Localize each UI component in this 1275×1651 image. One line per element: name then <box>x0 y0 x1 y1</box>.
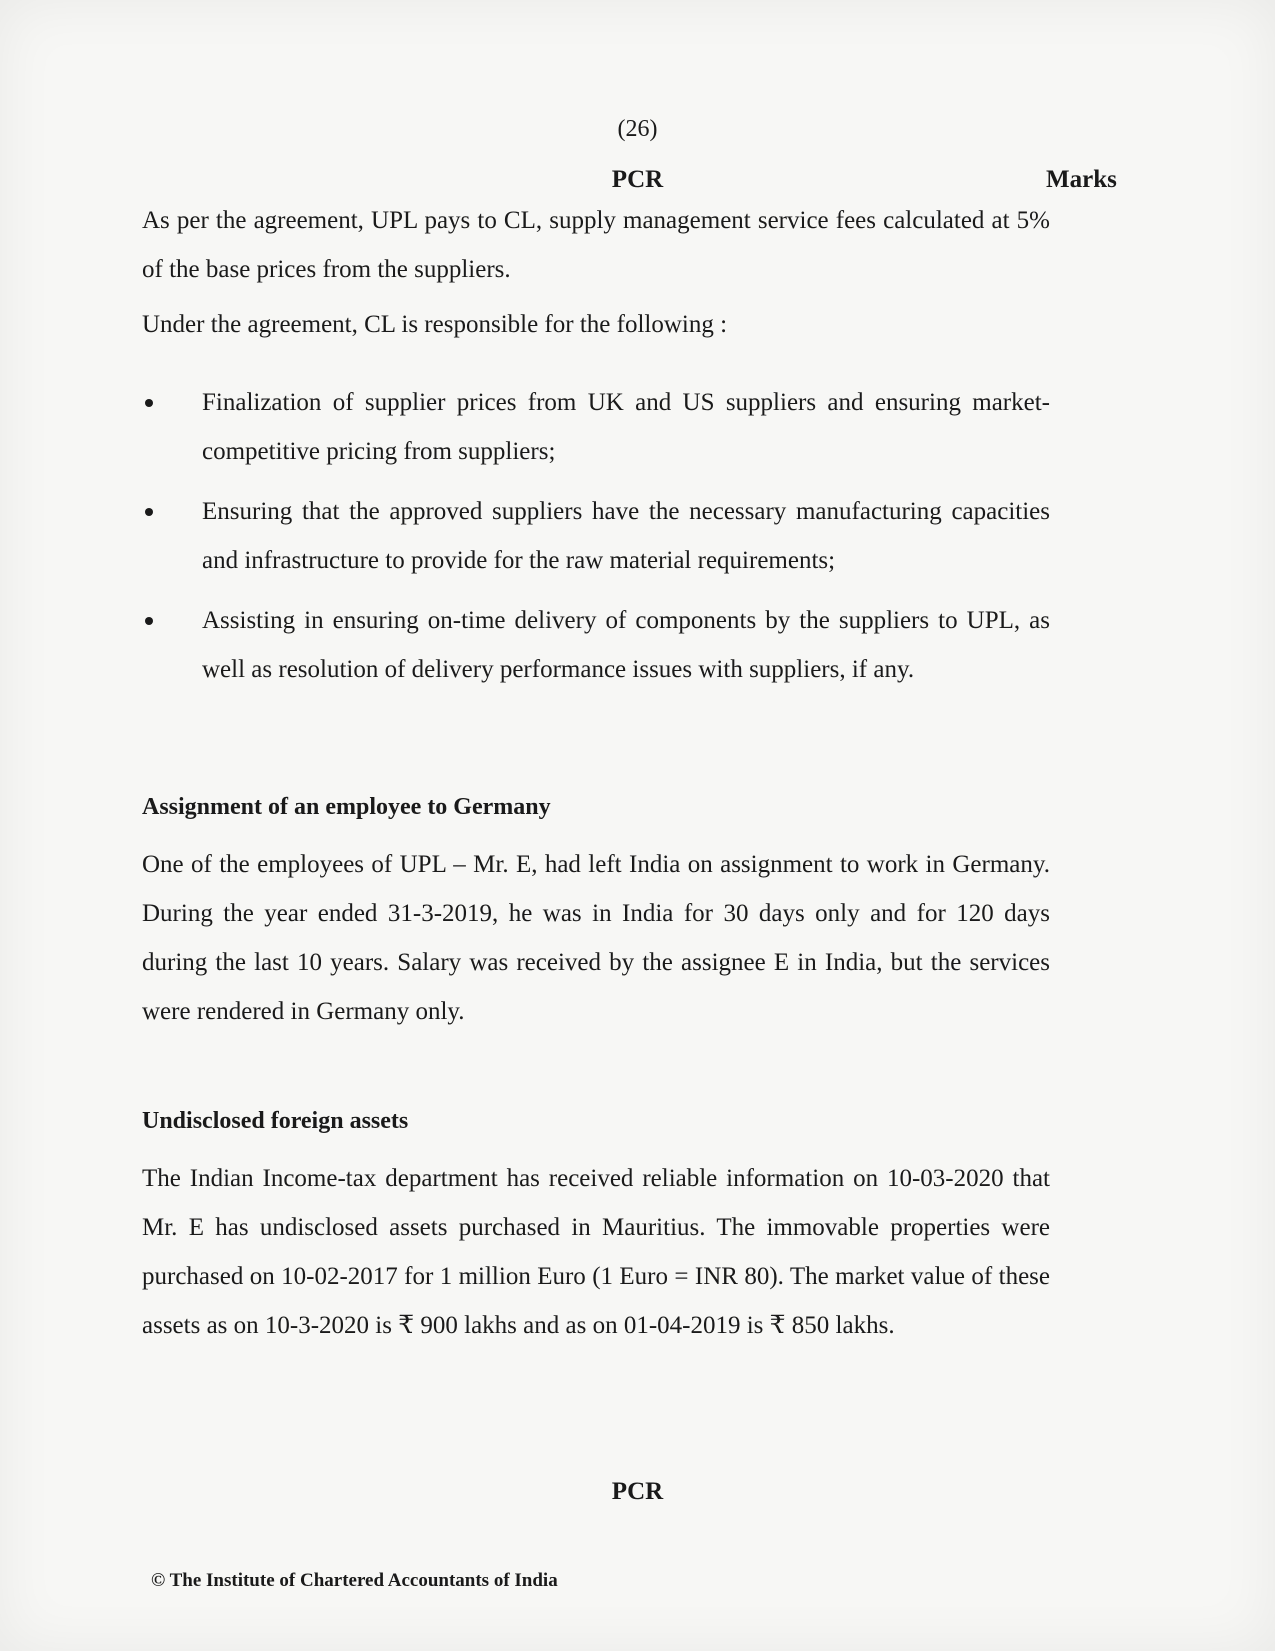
list-item: Ensuring that the approved suppliers have the necessary manufacturing capacities and infrastructure to provide for the raw material requirements; <box>142 487 1050 585</box>
page-footer-title: PCR <box>611 1478 664 1505</box>
section-heading-undisclosed-assets: Undisclosed foreign assets <box>142 1108 409 1134</box>
responsibility-list <box>142 378 1050 705</box>
intro-paragraph-responsibilities: Under the agreement, CL is responsible for the following : <box>142 311 728 338</box>
assignment-paragraph: One of the employees of UPL – Mr. E, had left India on assignment to work in Germany. During the year ended 31-3-2019, he was in India for 30 days only and for 120 days during the last 10 years. Salary was received by the assignee E in India, but the services were rendered in Germany only. <box>142 851 1050 1025</box>
copyright-notice: © The Institute of Chartered Accountants of India <box>151 1570 558 1591</box>
intro-paragraph-fees: As per the agreement, UPL pays to CL, supply management service fees calculated at 5% of the base prices from the suppliers. <box>142 207 1050 283</box>
marks-column-label: Marks <box>1046 166 1117 193</box>
list-item: Assisting in ensuring on-time delivery of components by the suppliers to UPL, as well as resolution of delivery performance issues with suppliers, if any. <box>142 596 1050 694</box>
list-item: Finalization of supplier prices from UK and US suppliers and ensuring market- competitive pricing from suppliers; <box>142 378 1050 476</box>
undisclosed-assets-paragraph: The Indian Income-tax department has received reliable information on 10-03-2020 that Mr. E has undisclosed assets purchased in Mauritius. The immovable properties were purchased on 10-02-2017 for 1 million Euro (1 Euro = INR 80). The market value of these assets as on 10-3-2020 is ₹ 900 lakhs and as on 01-04-2019 is ₹ 850 lakhs. <box>142 1165 1050 1339</box>
page-number: (26) <box>617 116 658 142</box>
section-heading-assignment: Assignment of an employee to Germany <box>142 794 551 820</box>
page-header-title: PCR <box>611 166 664 193</box>
